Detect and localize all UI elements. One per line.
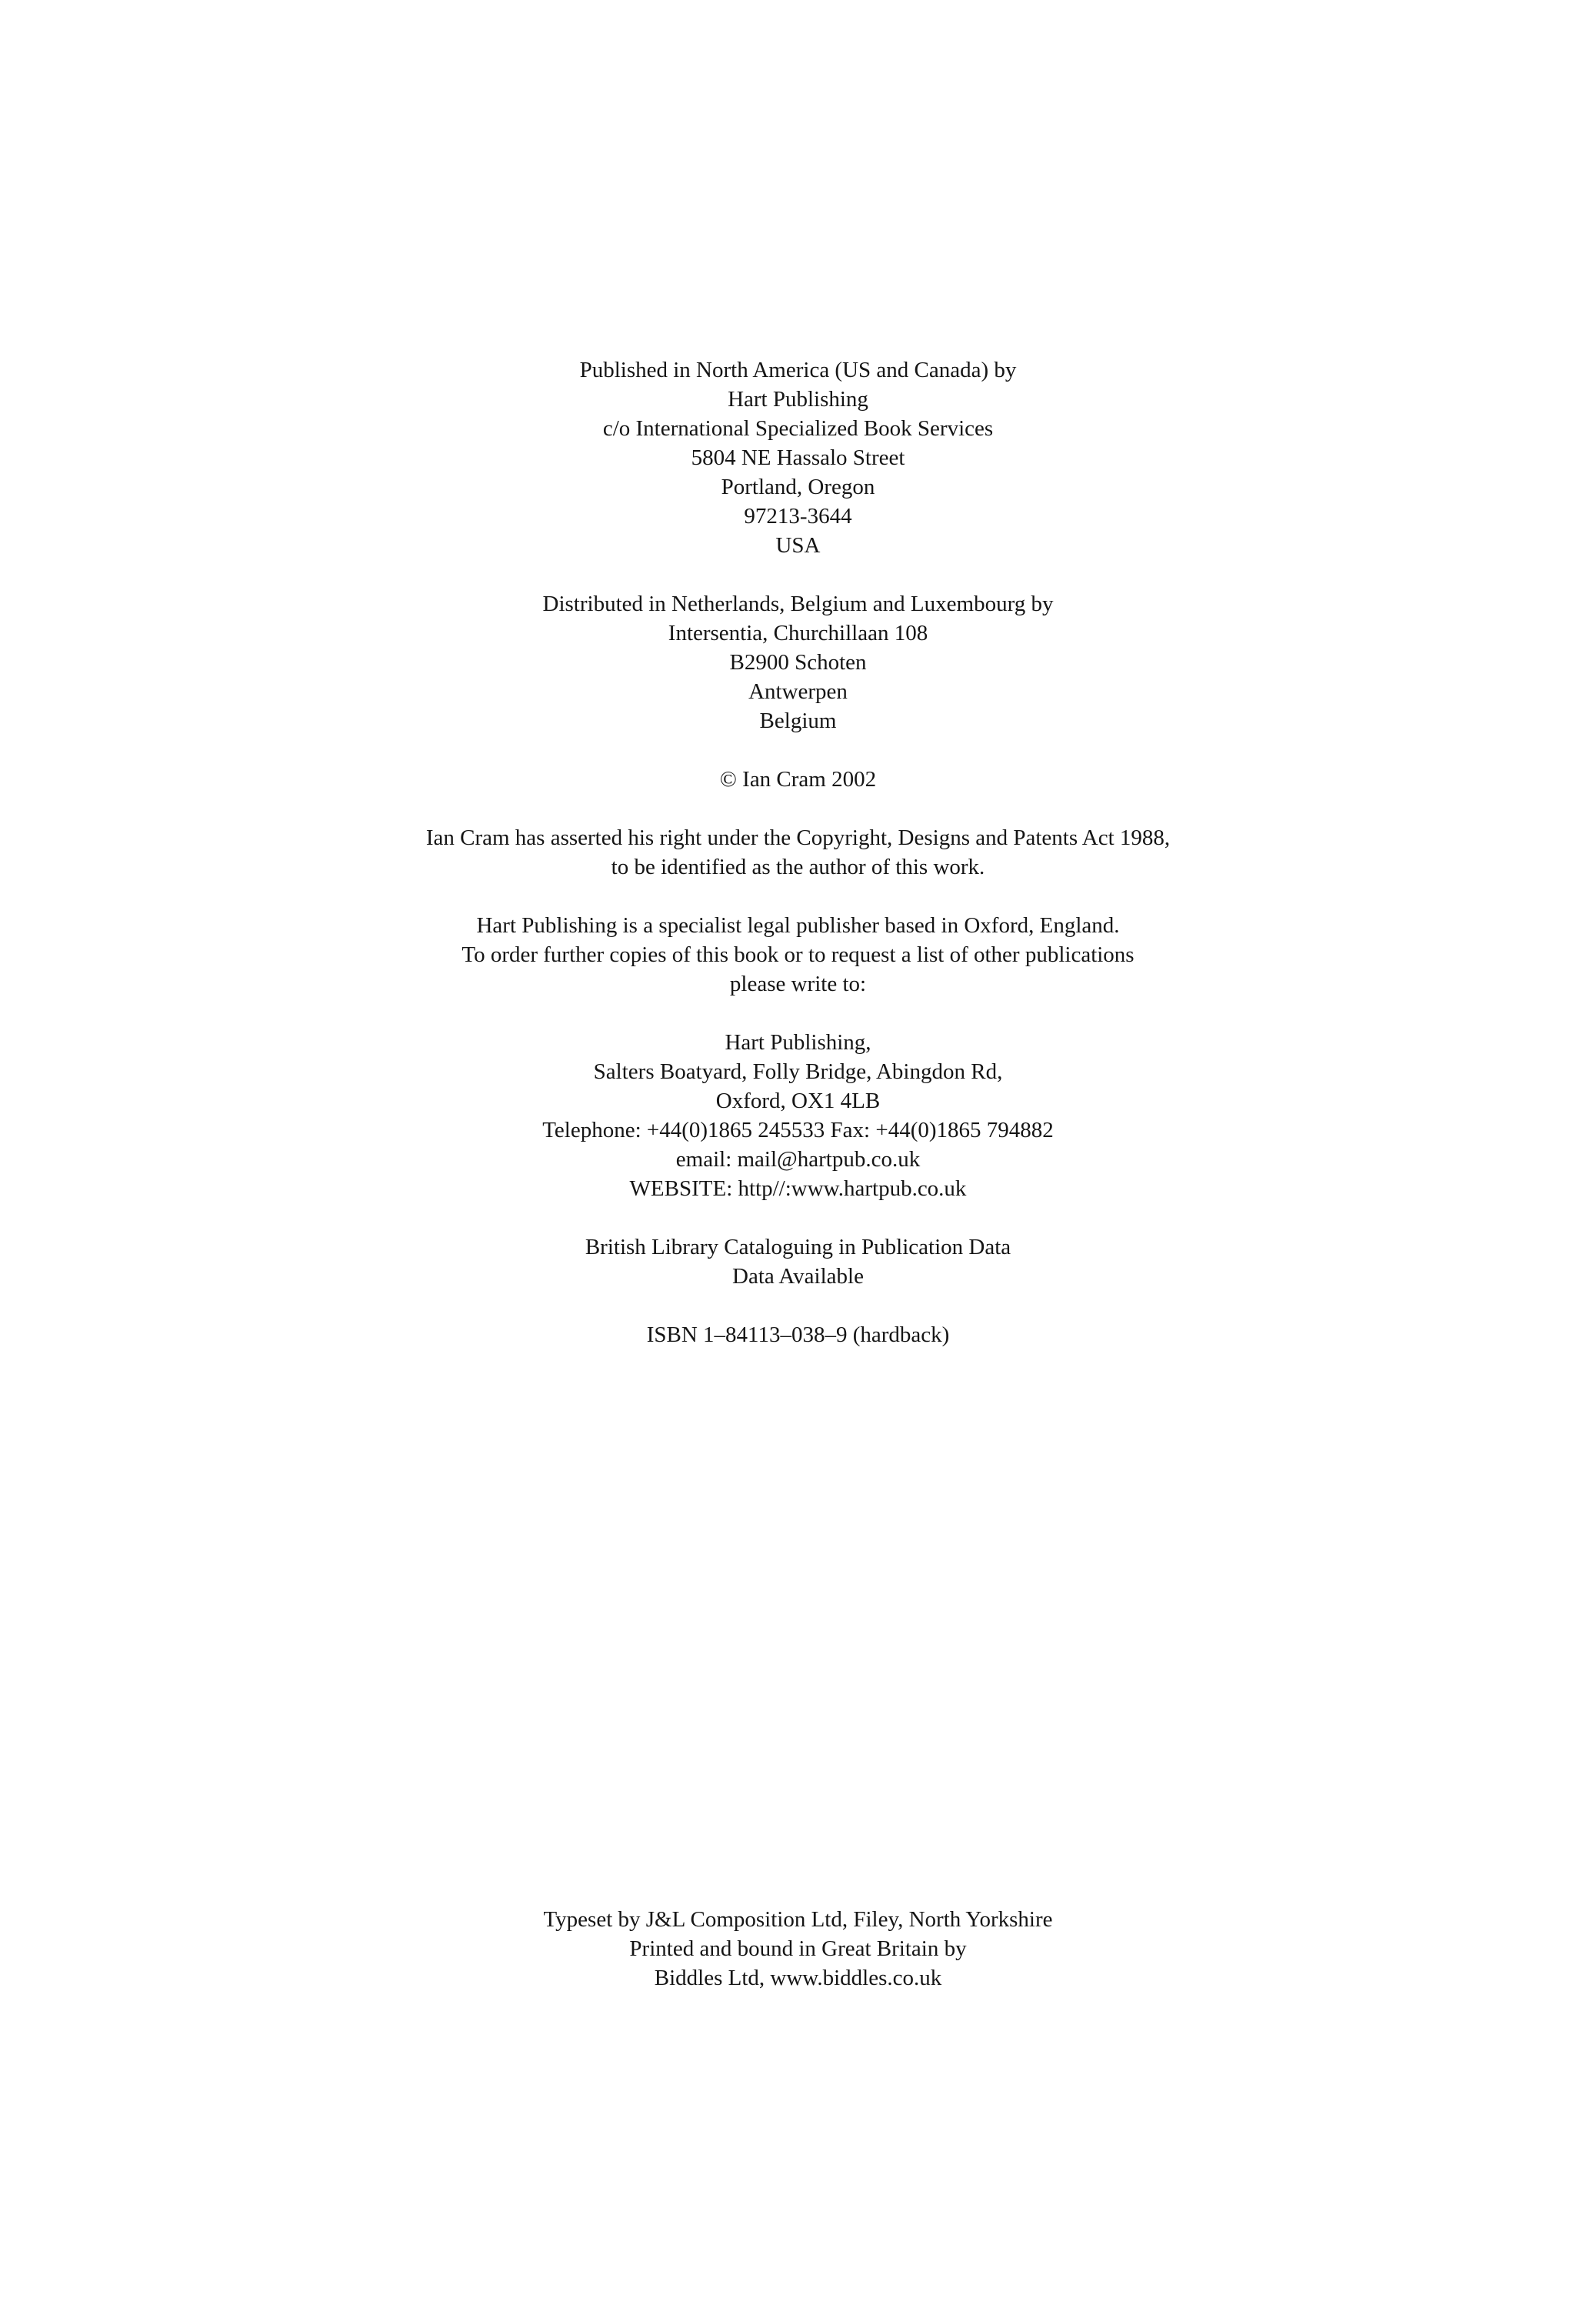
imprint-line: USA <box>775 533 821 558</box>
imprint-line: Biddles Ltd, www.biddles.co.uk <box>654 1966 942 1990</box>
moral-rights-assertion-block <box>0 823 1596 882</box>
imprint-line: 97213-3644 <box>744 504 852 529</box>
imprint-line: 5804 NE Hassalo Street <box>691 445 905 470</box>
imprint-line: Hart Publishing is a specialist legal publisher based in Oxford, England. <box>476 913 1120 938</box>
imprint-line: Antwerpen <box>748 679 848 704</box>
north-america-distribution-block <box>0 355 1596 560</box>
publisher-address-block <box>0 1028 1596 1203</box>
colophon-block <box>0 1905 1596 1993</box>
imprint-line: Salters Boatyard, Folly Bridge, Abingdon Rd, <box>593 1059 1003 1084</box>
imprint-line: Typeset by J&L Composition Ltd, Filey, North Yorkshire <box>543 1907 1053 1932</box>
imprint-line: please write to: <box>729 972 867 996</box>
isbn-line: ISBN 1–84113–038–9 (hardback) <box>646 1322 950 1347</box>
publisher-note-block <box>0 911 1596 999</box>
imprint-line: Hart Publishing, <box>725 1030 871 1055</box>
imprint-line: Printed and bound in Great Britain by <box>629 1936 967 1961</box>
imprint-line: Portland, Oregon <box>721 475 875 499</box>
imprint-line: B2900 Schoten <box>729 650 867 675</box>
publisher-email-line: email: mail@hartpub.co.uk <box>675 1147 921 1172</box>
imprint-line: Ian Cram has asserted his right under the Copyright, Designs and Patents Act 1988, <box>425 825 1171 850</box>
publisher-website-line: WEBSITE: http//:www.hartpub.co.uk <box>629 1176 967 1201</box>
imprint-line: Oxford, OX1 4LB <box>715 1089 881 1113</box>
imprint-line: Belgium <box>759 709 837 733</box>
imprint-line: Telephone: +44(0)1865 245533 Fax: +44(0)1865 794882 <box>542 1118 1054 1142</box>
imprint-line: Hart Publishing <box>728 387 868 412</box>
imprint-line: Data Available <box>732 1264 864 1289</box>
imprint-line: British Library Cataloguing in Publication Data <box>585 1235 1011 1259</box>
imprint-text <box>0 355 1596 2022</box>
copyright-notice-block <box>0 765 1596 794</box>
imprint-line: Distributed in Netherlands, Belgium and Luxembourg by <box>542 592 1054 616</box>
benelux-distribution-block <box>0 589 1596 735</box>
cataloguing-data-block <box>0 1232 1596 1291</box>
copyright-line: © Ian Cram 2002 <box>719 767 877 792</box>
isbn-block <box>0 1320 1596 1349</box>
imprint-line: Intersentia, Churchillaan 108 <box>668 621 928 645</box>
imprint-line: Published in North America (US and Canada) by <box>579 358 1017 382</box>
imprint-line: c/o International Specialized Book Services <box>602 416 994 441</box>
imprint-line: To order further copies of this book or to request a list of other publications <box>461 942 1135 967</box>
imprint-line: to be identified as the author of this work. <box>611 855 985 879</box>
